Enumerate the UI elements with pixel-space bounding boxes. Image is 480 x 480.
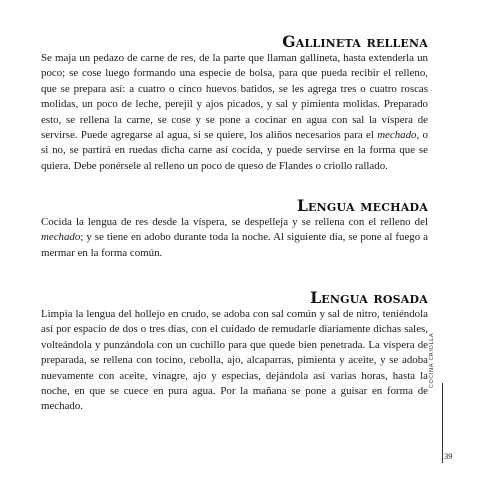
recipe-body: Limpia la lengua del hollejo en crudo, se adoba con sal común y sal de nitro, teniéndola así por espacio de dos o tres días, con el cuidado de remudarle diariamente dichas sales, volteándola y punzándola con un cuchillo para que quede bien penetrada. La víspera de preparada, se rellena con tocino, cebolla, ajo, alcaparras, pimienta y aceite, y se adoba nuevamente con aceite, vinagre, ajo y especias, dejándola así varias horas, hasta la noche, en que se cuece en pura agua. Por la mañana se pone a guisar en forma de mechado.: [41, 308, 428, 413]
recipe-text: Se maja un pedazo de carne de res, de la parte que llaman gallineta, hasta extenderla un poco; se cose luego formando una especie de bolsa, para que pueda recibir el relleno, que se prepara así: a cuatro o cinco huevos batidos, se les agrega tres o cuatro roscas molidas, un poco de leche, perejil y ajos picados, y sal y pimienta molidas. Preparado esto, se rellena la carne, se cose y se pone a cocinar en agua con sal la víspera de servirse. Puede agregarse al agua, si se quiere, los aliños necesarios para el: [41, 52, 428, 142]
footer-divider: [442, 383, 443, 463]
recipe-text: , o si no, se partirá en ruedas dicha carne así cocida, y puede servirse en la forma que se quiera. Debe ponérsele al relleno un poco de queso de Flandes o criollo rallado.: [41, 129, 429, 172]
recipe-lengua-rosada: [41, 289, 428, 415]
section-label: COCINA CRIOLLA: [429, 332, 435, 388]
recipe-text: ; y se tiene en adobo durante toda la noche. Al siguiente día, se pone al fuego a mermar en la forma común.: [41, 231, 428, 259]
recipe-title: Lengua mechada: [296, 196, 428, 215]
recipe-lengua-mechada: [41, 197, 428, 261]
recipe-title: Lengua rosada: [310, 288, 428, 307]
page-number: 39: [444, 451, 453, 461]
recipe-body: [41, 215, 428, 261]
recipe-text-italic: mechado: [377, 129, 417, 142]
recipe-title: Gallineta rellena: [282, 32, 428, 51]
recipe-text-italic: mechado: [41, 231, 81, 244]
recipe-gallineta-rellena: [41, 33, 428, 174]
recipe-text: Cocida la lengua de res desde la víspera, se despelleja y se rellena con el relleno del: [41, 216, 428, 228]
recipe-body: [41, 51, 428, 174]
